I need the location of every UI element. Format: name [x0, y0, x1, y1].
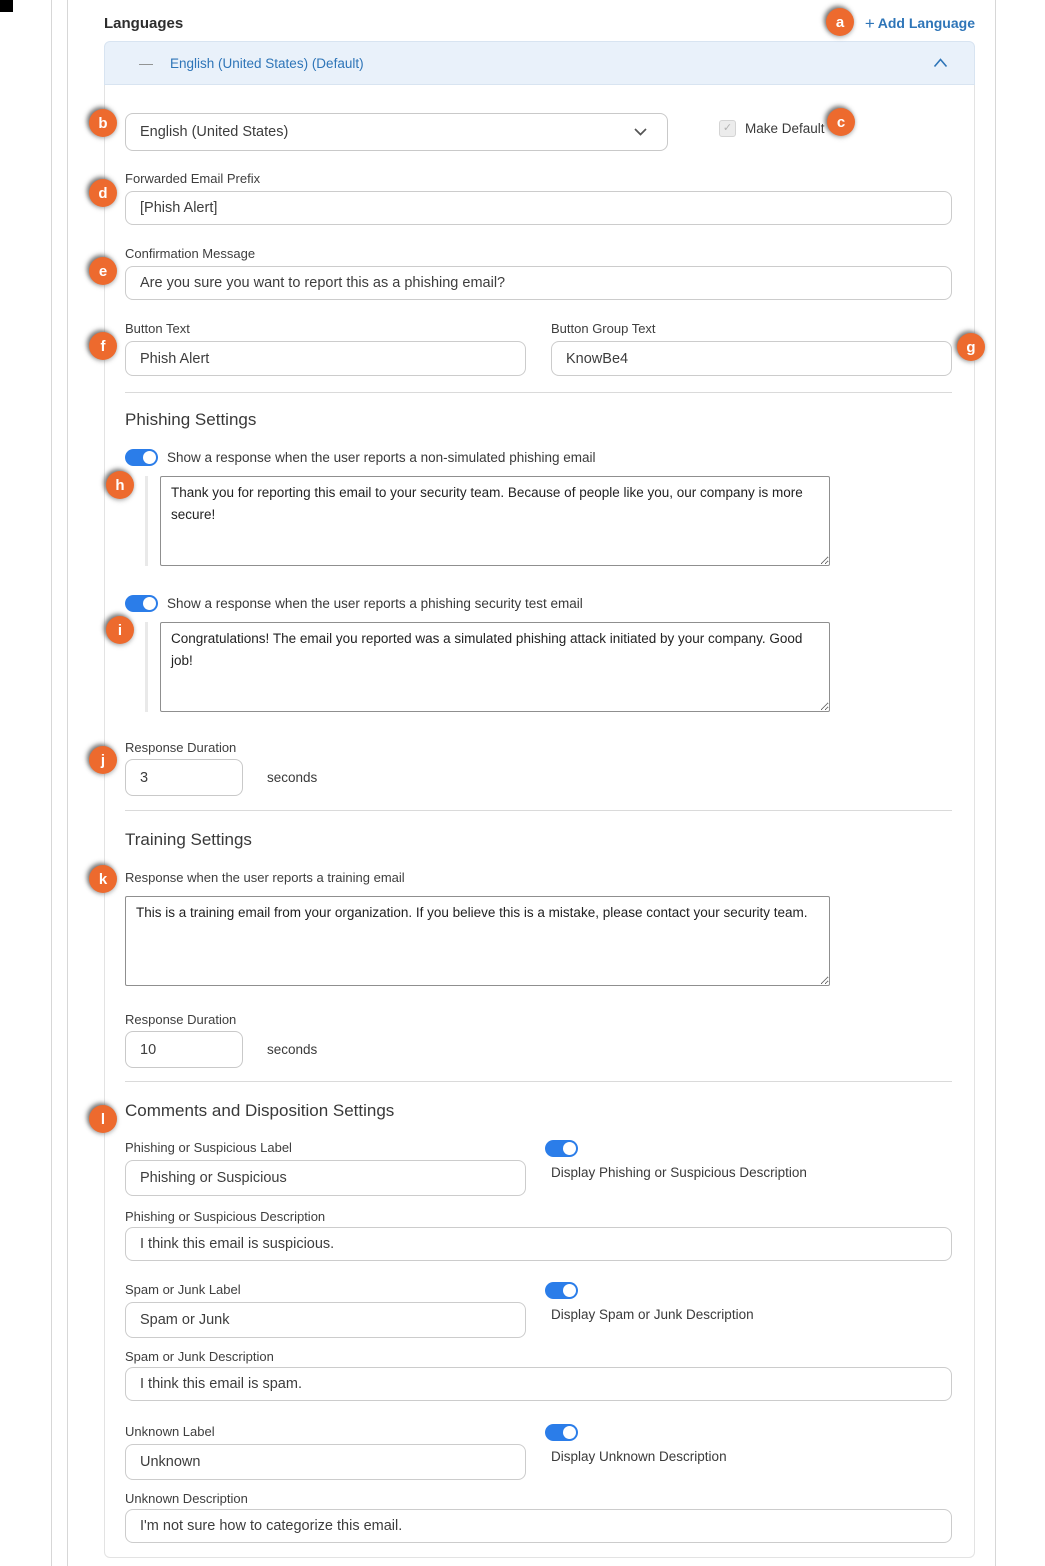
make-default-label: Make Default: [745, 121, 825, 136]
accordion-title: English (United States) (Default): [170, 55, 364, 71]
add-language-button[interactable]: [865, 15, 975, 32]
annotation-badge-e: e: [89, 257, 117, 285]
display-phishing-suspicious-description-toggle[interactable]: [545, 1140, 578, 1157]
forwarded-email-prefix-label: Forwarded Email Prefix: [125, 171, 261, 186]
divider: [125, 1081, 952, 1082]
confirmation-message-label: Confirmation Message: [125, 246, 256, 261]
non-simulated-response-textarea[interactable]: [160, 476, 830, 566]
language-accordion-header[interactable]: [104, 41, 975, 85]
phishing-response-duration-input[interactable]: [125, 759, 243, 796]
language-accordion-body: [104, 85, 975, 1558]
annotation-badge-j: j: [89, 746, 117, 774]
annotation-badge-a: a: [826, 8, 854, 36]
spam-junk-description-caption: Spam or Junk Description: [125, 1349, 274, 1364]
confirmation-message-input[interactable]: [125, 266, 952, 300]
check-icon[interactable]: ✓: [719, 120, 736, 137]
language-select[interactable]: [125, 113, 668, 151]
display-unknown-description-toggle[interactable]: [545, 1424, 578, 1441]
annotation-badge-d: d: [89, 179, 117, 207]
spam-junk-description-input[interactable]: [125, 1367, 952, 1401]
annotation-badge-g: g: [957, 333, 985, 361]
annotation-badge-c: c: [827, 108, 855, 136]
unknown-description-caption: Unknown Description: [125, 1491, 248, 1506]
comments-disposition-heading: Comments and Disposition Settings: [125, 1101, 395, 1120]
display-phishing-suspicious-description-label: Display Phishing or Suspicious Description: [551, 1165, 807, 1180]
security-test-response-toggle-label: Show a response when the user reports a phishing security test email: [167, 596, 583, 611]
display-spam-junk-description-toggle[interactable]: [545, 1282, 578, 1299]
button-text-input[interactable]: [125, 341, 526, 376]
make-default-control[interactable]: [719, 120, 825, 137]
annotation-badge-f: f: [89, 332, 117, 360]
phishing-suspicious-label-caption: Phishing or Suspicious Label: [125, 1140, 292, 1155]
panel-right-border: [995, 0, 996, 1566]
left-divider-line: [51, 0, 52, 1566]
training-response-duration-input[interactable]: [125, 1031, 243, 1068]
page-title: Languages: [104, 14, 184, 32]
button-group-text-input[interactable]: [551, 341, 952, 376]
window-corner-artifact: [0, 0, 13, 12]
training-response-textarea[interactable]: [125, 896, 830, 986]
security-test-response-textarea[interactable]: [160, 622, 830, 712]
spam-junk-label-input[interactable]: [125, 1302, 526, 1338]
unknown-label-input[interactable]: [125, 1444, 526, 1480]
chevron-down-icon: [634, 128, 647, 136]
minus-icon: —: [139, 55, 153, 71]
chevron-up-icon[interactable]: [933, 58, 948, 68]
annotation-badge-l: l: [89, 1105, 117, 1133]
unknown-description-input[interactable]: [125, 1509, 952, 1543]
language-select-value: English (United States): [140, 124, 289, 140]
phishing-response-duration-unit: seconds: [267, 770, 318, 785]
divider: [125, 810, 952, 811]
phishing-suspicious-description-caption: Phishing or Suspicious Description: [125, 1209, 326, 1224]
button-group-text-label: Button Group Text: [551, 321, 656, 336]
phishing-suspicious-label-input[interactable]: [125, 1160, 526, 1196]
forwarded-email-prefix-input[interactable]: [125, 191, 952, 225]
non-simulated-response-toggle[interactable]: [125, 449, 158, 466]
display-spam-junk-description-label: Display Spam or Junk Description: [551, 1307, 754, 1322]
button-text-label: Button Text: [125, 321, 190, 336]
training-response-duration-label: Response Duration: [125, 1012, 237, 1027]
phishing-suspicious-description-input[interactable]: [125, 1227, 952, 1261]
phishing-response-duration-label: Response Duration: [125, 740, 237, 755]
phishing-settings-heading: Phishing Settings: [125, 410, 257, 429]
annotation-badge-i: i: [106, 616, 134, 644]
annotation-badge-b: b: [89, 109, 117, 137]
unknown-label-caption: Unknown Label: [125, 1424, 215, 1439]
training-response-label: Response when the user reports a training email: [125, 870, 405, 885]
display-unknown-description-label: Display Unknown Description: [551, 1449, 727, 1464]
divider: [125, 392, 952, 393]
non-simulated-response-toggle-label: Show a response when the user reports a non-simulated phishing email: [167, 450, 596, 465]
add-language-label: Add Language: [877, 15, 975, 31]
panel-left-border: [67, 0, 68, 1566]
training-settings-heading: Training Settings: [125, 830, 252, 849]
spam-junk-label-caption: Spam or Junk Label: [125, 1282, 241, 1297]
annotation-badge-h: h: [106, 471, 134, 499]
training-response-duration-unit: seconds: [267, 1042, 318, 1057]
plus-icon: +: [864, 13, 875, 33]
security-test-response-toggle[interactable]: [125, 595, 158, 612]
annotation-badge-k: k: [89, 865, 117, 893]
